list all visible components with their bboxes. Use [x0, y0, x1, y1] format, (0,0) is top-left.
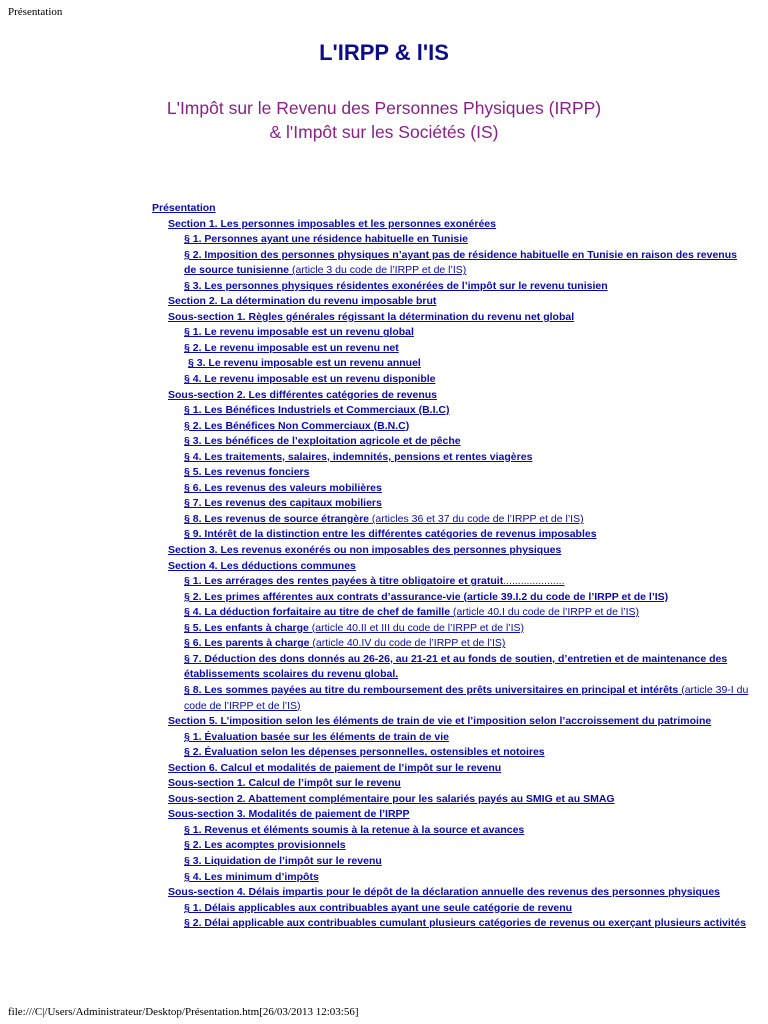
toc-link[interactable] [184, 637, 505, 649]
toc-link-text: § 5. Les revenus fonciers [184, 466, 310, 479]
toc-item [152, 465, 752, 481]
toc-link[interactable] [184, 591, 668, 603]
toc-item [152, 434, 752, 450]
toc-link-text: § 1. Personnes ayant une résidence habituelle en Tunisie [184, 233, 468, 246]
toc-item [152, 325, 752, 341]
subtitle-line-1: L'Impôt sur le Revenu des Personnes Physiques (IRPP) [166, 98, 602, 118]
toc-item [152, 527, 752, 543]
toc-item [152, 201, 752, 217]
toc-link[interactable] [184, 342, 399, 354]
toc-link-text: Section 2. La détermination du revenu imposable brut [168, 295, 437, 308]
toc-item [152, 838, 752, 854]
toc-link-text: § 4. Les minimum d’impôts [184, 870, 319, 883]
toc-item [152, 403, 752, 419]
toc-link[interactable] [184, 513, 584, 525]
toc-link[interactable] [184, 855, 382, 867]
toc-link-text: § 4. Le revenu imposable est un revenu disponible [184, 373, 436, 386]
toc-link[interactable] [168, 389, 437, 401]
toc-link-note: (articles 36 et 37 du code de l’IRPP et de l’IS) [369, 512, 584, 525]
toc-link[interactable] [184, 420, 409, 432]
toc-item [152, 683, 752, 714]
toc-link[interactable] [168, 777, 401, 789]
toc-link[interactable] [168, 560, 356, 572]
toc-item [152, 652, 752, 683]
toc-link-text: § 1. Revenus et éléments soumis à la retenue à la source et avances [184, 823, 525, 836]
toc-link[interactable] [184, 451, 532, 463]
toc-link[interactable] [184, 435, 461, 447]
toc-item [152, 605, 752, 621]
toc-link-text: § 7. Déduction des dons donnés au 26-26, au 21-21 et au fonds de soutien, d’entretien et de maintenance des établissements scolaires du revenu global. [184, 652, 728, 681]
toc-link-text: § 8. Les sommes payées au titre du remboursement des prêts universitaires en principal et intérêts [184, 683, 679, 696]
toc-link[interactable] [184, 684, 748, 712]
toc-item [152, 854, 752, 870]
toc-link-text: § 2. Évaluation selon les dépenses personnelles, ostensibles et notoires [184, 746, 545, 759]
toc-item [152, 901, 752, 917]
toc-link-text: § 5. Les enfants à charge [184, 621, 309, 634]
toc-item [152, 761, 752, 777]
toc-item [152, 481, 752, 497]
toc-link[interactable] [168, 544, 561, 556]
toc-link[interactable] [184, 824, 524, 836]
toc-link[interactable] [184, 466, 309, 478]
toc-item [152, 341, 752, 357]
toc-link-text: § 3. Les personnes physiques résidentes exonérées de l’impôt sur le revenu tunisien [184, 279, 608, 292]
toc-link[interactable] [184, 902, 572, 914]
toc-item [152, 450, 752, 466]
toc-item [152, 574, 752, 590]
toc-item [152, 356, 752, 372]
toc-link[interactable] [168, 808, 410, 820]
toc-link[interactable] [184, 280, 608, 292]
toc-item [152, 745, 752, 761]
toc-link-leader: ..................... [503, 575, 565, 588]
toc-link-text: § 7. Les revenus des capitaux mobiliers [184, 497, 382, 510]
toc-link[interactable] [184, 373, 436, 385]
toc-item [152, 730, 752, 746]
toc-link-text: Section 5. L’imposition selon les éléments de train de vie et l’imposition selon l’accroissement du patrimoine [168, 715, 712, 728]
toc-item [152, 870, 752, 886]
toc-link[interactable] [184, 404, 450, 416]
toc-link[interactable] [184, 528, 597, 540]
toc-item [152, 512, 752, 528]
toc-link-text: § 2. Délai applicable aux contribuables cumulant plusieurs catégories de revenus ou exerçant plusieurs activités [184, 917, 746, 930]
toc-link-text: Section 1. Les personnes imposables et les personnes exonérées [168, 217, 496, 230]
document-title: L'IRPP & l'IS [319, 40, 449, 65]
page-header: Présentation [8, 6, 63, 18]
toc-link-text: Présentation [152, 202, 216, 214]
toc-link-text: § 3. Les bénéfices de l’exploitation agricole et de pêche [184, 435, 461, 448]
toc-item [152, 372, 752, 388]
toc-link[interactable] [184, 606, 639, 618]
toc-link[interactable] [184, 249, 737, 277]
toc-item [152, 807, 752, 823]
page-footer: file:///C|/Users/Administrateur/Desktop/Présentation.htm[26/03/2013 12:03:56] [8, 1006, 359, 1018]
toc-item [152, 776, 752, 792]
toc-link[interactable] [168, 311, 574, 323]
toc-link-text: § 3. Le revenu imposable est un revenu annuel [188, 357, 421, 370]
toc-link[interactable] [168, 762, 501, 774]
toc-link-text: § 2. Imposition des personnes physiques n’ayant pas de résidence habituelle en Tunisie en raison des revenus de source tunisienne [184, 248, 737, 277]
toc-link[interactable] [168, 886, 720, 898]
toc-link-text: Section 4. Les déductions communes [168, 559, 356, 572]
toc-link[interactable] [184, 731, 449, 743]
toc-item [152, 279, 752, 295]
toc-link-text: § 1. Le revenu imposable est un revenu global [184, 326, 414, 339]
toc-item [152, 792, 752, 808]
toc-link-text: § 2. Le revenu imposable est un revenu net [184, 341, 399, 354]
toc-link[interactable] [184, 839, 346, 851]
toc-link-text: § 3. Liquidation de l’impôt sur le revenu [184, 854, 382, 867]
toc-item [152, 294, 752, 310]
toc-link-text: § 1. Les arrérages des rentes payées à titre obligatoire et gratuit [184, 575, 504, 588]
toc-link-note: (article 40.II et III du code de l’IRPP et de l’IS) [308, 621, 525, 634]
toc-link[interactable] [168, 295, 436, 307]
toc-link[interactable] [184, 653, 727, 681]
toc-item [152, 232, 752, 248]
toc-item [152, 916, 752, 932]
toc-link[interactable] [184, 622, 524, 634]
toc-item [152, 823, 752, 839]
toc-item [152, 636, 752, 652]
toc-item [152, 590, 752, 606]
toc-item [152, 885, 752, 901]
toc-item [152, 559, 752, 575]
toc-link-text: § 2. Les acomptes provisionnels [184, 839, 346, 852]
toc-link[interactable] [168, 218, 496, 230]
toc-link[interactable] [184, 233, 468, 245]
toc-link-text: Section 3. Les revenus exonérés ou non imposables des personnes physiques [168, 544, 562, 557]
toc-link-text: Sous-section 3. Modalités de paiement de l’IRPP [168, 808, 410, 821]
toc-link-text: § 1. Évaluation basée sur les éléments de train de vie [184, 730, 449, 743]
toc-link-text: Sous-section 2. Les différentes catégories de revenus [168, 388, 438, 401]
toc-item [152, 714, 752, 730]
table-of-contents [152, 201, 752, 932]
toc-item [152, 543, 752, 559]
toc-link-text: § 4. Les traitements, salaires, indemnités, pensions et rentes viagères [184, 450, 533, 463]
toc-link[interactable] [184, 871, 319, 883]
toc-link[interactable] [184, 482, 382, 494]
toc-link-note: (article 39-I du code de l’IRPP et de l’IS) [184, 683, 749, 712]
toc-link-text: § 9. Intérêt de la distinction entre les différentes catégories de revenus imposables [184, 528, 597, 541]
toc-link[interactable] [184, 326, 414, 338]
toc-link-text: § 4. La déduction forfaitaire au titre de chef de famille [184, 606, 451, 619]
toc-link-text: § 2. Les primes afférentes aux contrats d’assurance-vie (article 39.I.2 du code de l’IRPP et de l’IS) [184, 590, 669, 603]
toc-link-text: Sous-section 1. Calcul de l’impôt sur le revenu [168, 777, 401, 790]
toc-link-note: (article 40.I du code de l’IRPP et de l’IS) [450, 606, 639, 619]
toc-link[interactable] [184, 575, 564, 587]
toc-link-text: § 6. Les revenus des valeurs mobilières [184, 481, 382, 494]
toc-link[interactable] [184, 917, 746, 929]
toc-link[interactable] [168, 793, 615, 805]
toc-link-text: Section 6. Calcul et modalités de paiement de l’impôt sur le revenu [168, 761, 502, 774]
toc-link-text: § 6. Les parents à charge [184, 637, 310, 650]
toc-link-note: (article 3 du code de l’IRPP et de l’IS) [289, 264, 467, 277]
toc-link-text: Sous-section 4. Délais impartis pour le dépôt de la déclaration annuelle des revenus des personnes physiques [168, 886, 720, 899]
toc-link[interactable] [168, 715, 711, 727]
toc-link-note: (article 40.IV du code de l’IRPP et de l’IS) [309, 637, 506, 650]
toc-item [152, 621, 752, 637]
toc-link-text: § 1. Les Bénéfices Industriels et Commerciaux (B.I.C) [184, 404, 450, 417]
toc-item [152, 496, 752, 512]
toc-link[interactable] [184, 746, 545, 758]
toc-link-text: § 8. Les revenus de source étrangère [184, 512, 370, 525]
toc-item [152, 217, 752, 233]
subtitle-line-2: & l'Impôt sur les Sociétés (IS) [269, 122, 499, 142]
toc-link[interactable] [188, 357, 421, 369]
toc-item [152, 310, 752, 326]
toc-link-text: § 1. Délais applicables aux contribuables ayant une seule catégorie de revenu [184, 901, 573, 914]
document-subtitle [0, 96, 768, 144]
toc-link[interactable] [152, 202, 216, 214]
toc-link-text: Sous-section 1. Règles générales régissant la détermination du revenu net global [168, 310, 575, 323]
toc-item [152, 419, 752, 435]
toc-link-text: § 2. Les Bénéfices Non Commerciaux (B.N.C) [184, 419, 410, 432]
toc-item [152, 248, 752, 279]
toc-link-text: Sous-section 2. Abattement complémentaire pour les salariés payés au SMIG et au SMAG [168, 792, 615, 805]
toc-link[interactable] [184, 497, 382, 509]
toc-item [152, 388, 752, 404]
